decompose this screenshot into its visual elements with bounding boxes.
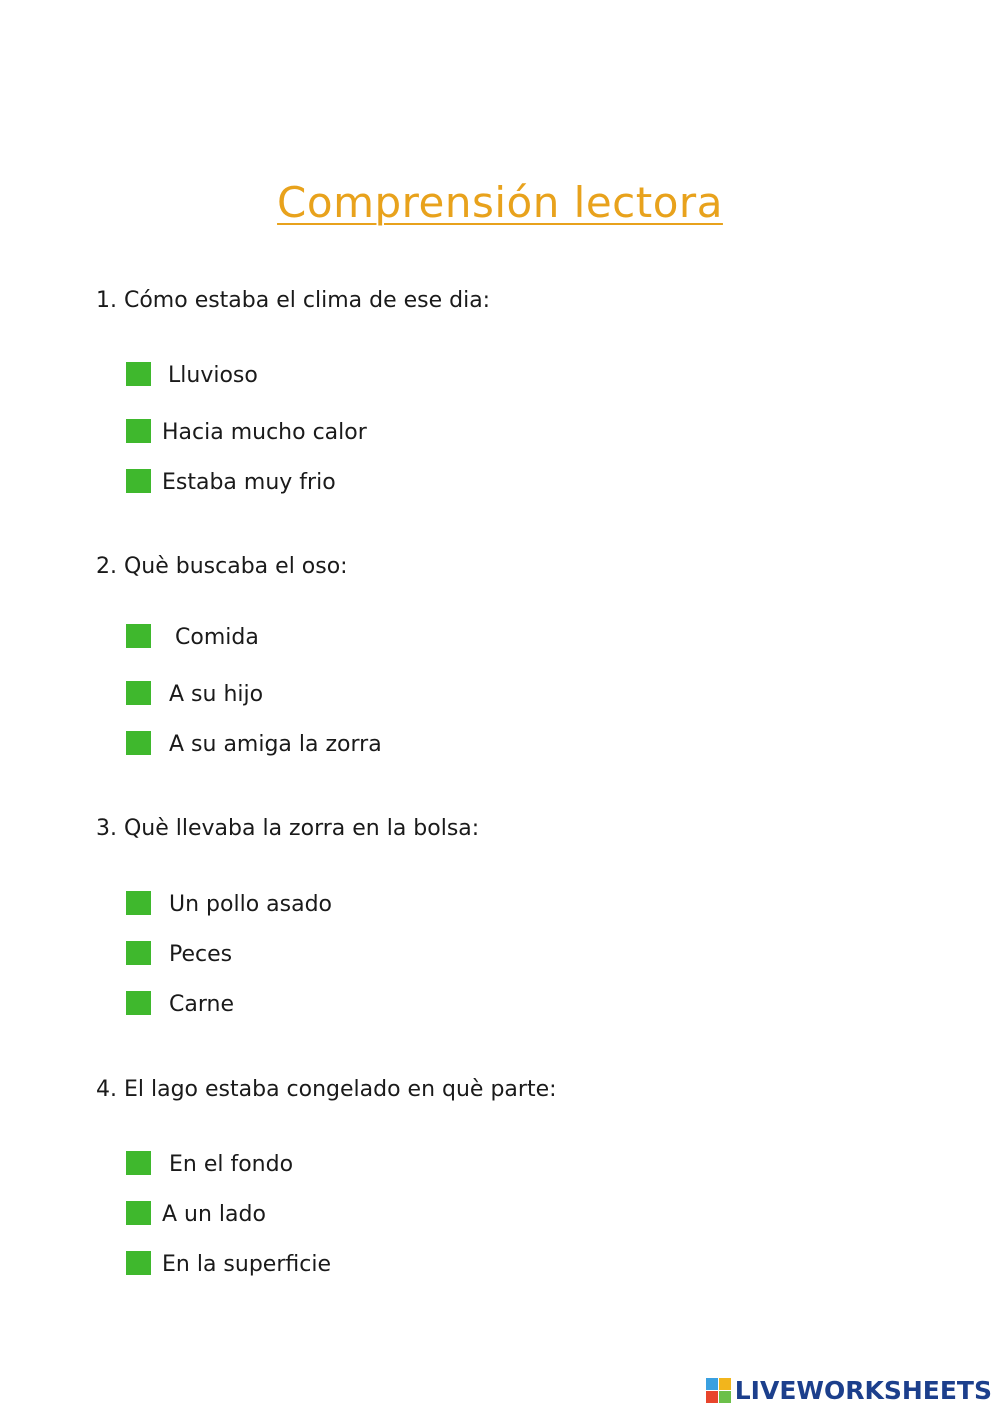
option-label: Lluvioso — [168, 363, 258, 388]
option-label: Peces — [169, 942, 233, 967]
checkbox-icon[interactable] — [126, 1151, 151, 1175]
liveworksheets-logo-icon — [706, 1378, 731, 1403]
checkbox-icon[interactable] — [126, 941, 151, 965]
option-label: Un pollo asado — [169, 892, 332, 917]
option-label: A un lado — [162, 1202, 266, 1227]
option-label: Hacia mucho calor — [162, 420, 367, 445]
option-label: Estaba muy frio — [162, 470, 336, 495]
checkbox-icon[interactable] — [126, 362, 151, 386]
checkbox-icon[interactable] — [126, 731, 151, 755]
checkbox-icon[interactable] — [126, 681, 151, 705]
liveworksheets-brand[interactable] — [706, 1376, 992, 1405]
option-label: A su amiga la zorra — [169, 732, 382, 757]
checkbox-icon[interactable] — [126, 1201, 151, 1225]
question-1: 1. Cómo estaba el clima de ese dia: — [96, 288, 491, 313]
question-4: 4. El lago estaba congelado en què parte: — [96, 1077, 557, 1102]
checkbox-icon[interactable] — [126, 469, 151, 493]
question-2: 2. Què buscaba el oso: — [96, 554, 348, 579]
option-label: A su hijo — [169, 682, 264, 707]
brand-name: LIVEWORKSHEETS — [734, 1376, 992, 1405]
checkbox-icon[interactable] — [126, 624, 151, 648]
option-label: En la superficie — [162, 1252, 331, 1277]
checkbox-icon[interactable] — [126, 891, 151, 915]
checkbox-icon[interactable] — [126, 419, 151, 443]
worksheet-title: Comprensión lectora — [277, 178, 723, 227]
checkbox-icon[interactable] — [126, 1251, 151, 1275]
question-3: 3. Què llevaba la zorra en la bolsa: — [96, 816, 480, 841]
option-label: Comida — [175, 625, 259, 650]
option-label: En el fondo — [169, 1152, 294, 1177]
checkbox-icon[interactable] — [126, 991, 151, 1015]
option-label: Carne — [169, 992, 234, 1017]
